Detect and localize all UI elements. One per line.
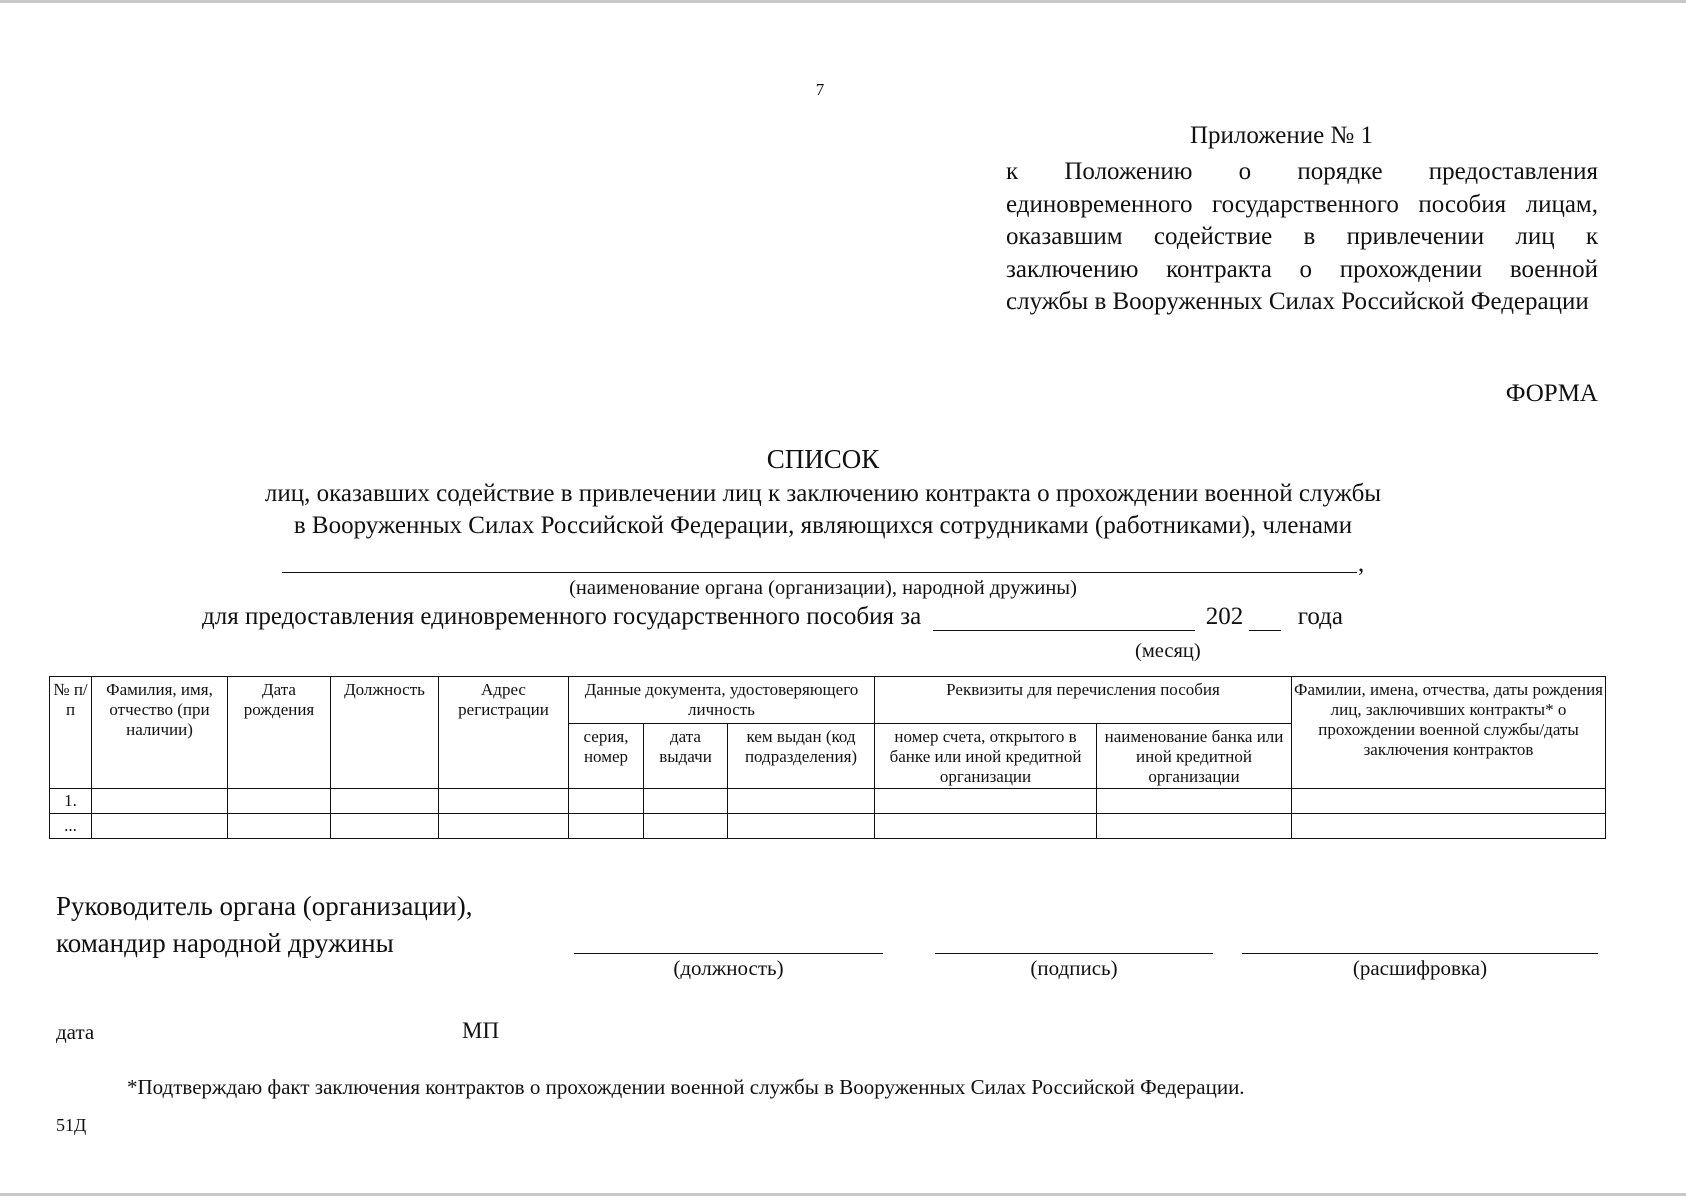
appendix-title: Приложение № 1	[1190, 122, 1374, 149]
year-suffix: года	[1297, 603, 1343, 630]
header-id-issuer: кем выдан (код подразделения)	[728, 724, 875, 789]
period-prefix: для предоставления единовременного государственного пособия за	[202, 603, 922, 630]
form-label: ФОРМА	[1505, 380, 1598, 407]
persons-table	[49, 676, 1606, 839]
table-cell[interactable]	[92, 814, 228, 839]
header-birth-date: Дата рождения	[228, 677, 331, 789]
scan-edge-bottom	[0, 1193, 1686, 1196]
table-cell[interactable]	[644, 814, 728, 839]
form-code: 51Д	[56, 1115, 87, 1135]
year-blank[interactable]	[1249, 606, 1281, 631]
signer-line-2: командир народной дружины	[56, 928, 394, 958]
year-prefix: 202	[1205, 603, 1244, 630]
table-cell[interactable]	[331, 814, 439, 839]
header-contracts: Фамилии, имена, отчества, даты рождения лиц, заключивших контракты* о прохождении военной службы/даты заключения контрактов	[1292, 677, 1606, 789]
table-row	[50, 789, 1606, 814]
stamp-place-label: МП	[462, 1018, 500, 1043]
signer-title	[56, 888, 472, 962]
table-cell[interactable]	[439, 789, 569, 814]
table-cell[interactable]	[92, 789, 228, 814]
decoding-signature-line[interactable]	[1242, 953, 1598, 954]
header-name: Фамилия, имя, отчество (при наличии)	[92, 677, 228, 789]
header-bank-details: Реквизиты для перечисления пособия	[875, 677, 1292, 724]
header-num: № п/п	[50, 677, 92, 789]
table-cell[interactable]	[569, 814, 644, 839]
position-signature-line[interactable]	[574, 953, 883, 954]
month-caption: (месяц)	[1135, 640, 1201, 662]
signer-line-1: Руководитель органа (организации),	[56, 891, 473, 921]
header-account: номер счета, открытого в банке или иной кредитной организации	[875, 724, 1097, 789]
table-cell[interactable]	[439, 814, 569, 839]
table-cell[interactable]	[569, 789, 644, 814]
table-cell[interactable]	[644, 789, 728, 814]
header-id-series: серия, номер	[569, 724, 644, 789]
table-cell[interactable]	[728, 814, 875, 839]
header-position: Должность	[331, 677, 439, 789]
table-cell[interactable]	[331, 789, 439, 814]
signature-caption: (подпись)	[1030, 956, 1118, 980]
scan-edge-top	[0, 0, 1686, 3]
org-name-blank[interactable]	[282, 572, 1357, 573]
table-cell[interactable]	[1097, 814, 1292, 839]
signature-line[interactable]	[935, 953, 1213, 954]
period-row	[202, 603, 1343, 631]
appendix-text: к Положению о порядке предоставления единовременного государственного пособия лицам, оказавшим содействие в привлечении лиц к заключению контракта о прохождении военной службы в Вооруженных Силах Российской Федерации	[1006, 158, 1598, 315]
table-cell[interactable]	[1292, 789, 1606, 814]
table-cell[interactable]	[1097, 789, 1292, 814]
header-address: Адрес регистрации	[439, 677, 569, 789]
table-row	[50, 814, 1606, 839]
decoding-caption: (расшифровка)	[1352, 956, 1488, 980]
table-cell[interactable]	[875, 814, 1097, 839]
heading-line-1: лиц, оказавших содействие в привлечении лиц к заключению контракта о прохождении военной службы	[264, 480, 1382, 507]
header-bank-name: наименование банка или иной кредитной организации	[1097, 724, 1292, 789]
org-name-caption: (наименование органа (организации), народной дружины)	[569, 577, 1077, 599]
table-cell[interactable]	[728, 789, 875, 814]
footnote: *Подтверждаю факт заключения контрактов о прохождении военной службы в Вооруженных Силах Российской Федерации.	[127, 1075, 1245, 1099]
month-blank[interactable]	[933, 606, 1195, 631]
header-id-date: дата выдачи	[644, 724, 728, 789]
table-cell[interactable]	[228, 814, 331, 839]
position-caption: (должность)	[673, 956, 784, 980]
document-title: СПИСОК	[766, 444, 880, 474]
table-cell[interactable]	[228, 789, 331, 814]
table-cell[interactable]	[875, 789, 1097, 814]
header-id-document: Данные документа, удостоверяющего личность	[569, 677, 875, 724]
row-number: 1.	[50, 789, 92, 814]
date-label: дата	[56, 1020, 95, 1044]
table-cell[interactable]	[1292, 814, 1606, 839]
org-blank-comma: ,	[1358, 550, 1365, 577]
row-number: ...	[50, 814, 92, 839]
heading-line-2: в Вооруженных Силах Российской Федерации, являющихся сотрудниками (работниками), членами	[293, 512, 1353, 539]
page-number: 7	[815, 80, 825, 99]
